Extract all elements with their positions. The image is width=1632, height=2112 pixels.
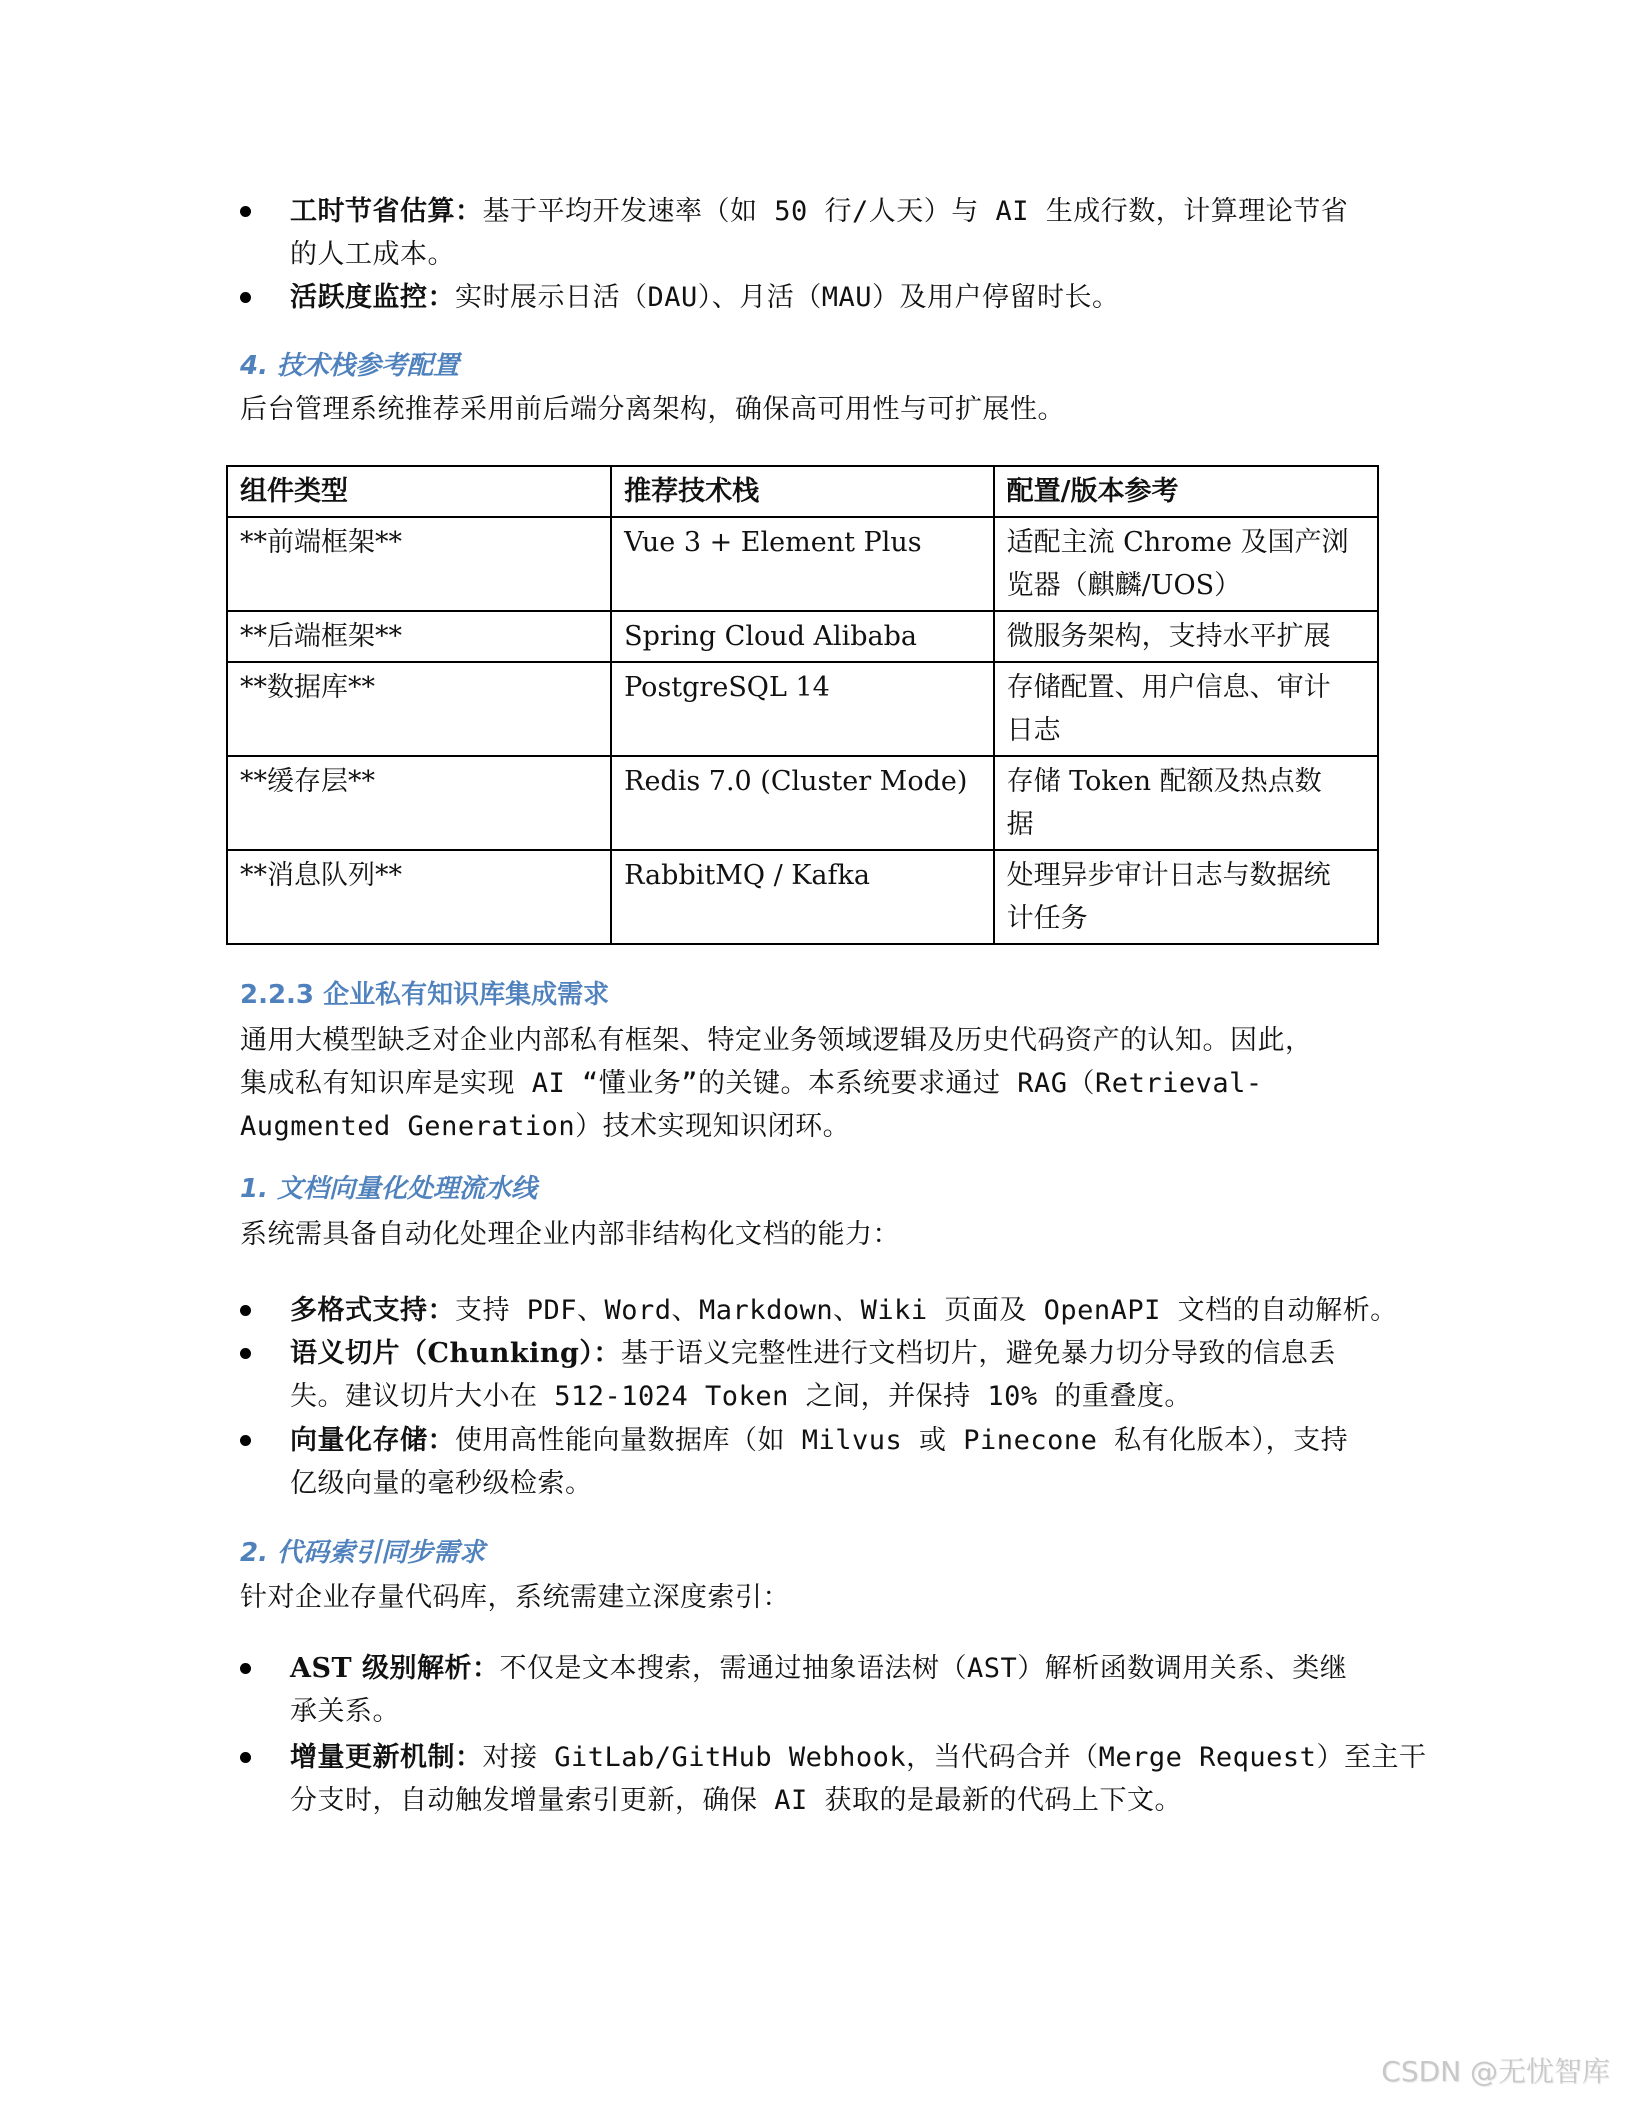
table-cell-config bbox=[994, 611, 1378, 662]
knowledge-base-paragraph-line: Augmented Generation）技术实现知识闭环。 bbox=[240, 1111, 851, 1142]
bullet-icon bbox=[240, 1348, 251, 1359]
bullet-text-continued: 承关系。 bbox=[290, 1696, 400, 1727]
bullet-label: 语义切片（Chunking）： bbox=[290, 1338, 621, 1369]
bullet-label: 增量更新机制： bbox=[290, 1742, 483, 1773]
table-row bbox=[227, 517, 1378, 611]
bullet-text: 基于平均开发速率（如 50 行/人天）与 AI 生成行数，计算理论节省 bbox=[482, 196, 1349, 227]
table-header-cell: 配置/版本参考 bbox=[994, 466, 1378, 517]
bullet-item-multiformat bbox=[290, 1289, 1398, 1332]
table-cell-stack: Redis 7.0 (Cluster Mode) bbox=[611, 756, 993, 850]
bullet-icon bbox=[240, 1663, 251, 1674]
code-index-intro: 针对企业存量代码库，系统需建立深度索引： bbox=[240, 1582, 790, 1613]
config-line: 览器（麒麟/UOS） bbox=[1006, 570, 1242, 601]
table-cell-type: **后端框架** bbox=[227, 611, 611, 662]
bullet-icon bbox=[240, 1305, 251, 1316]
bullet-label: 工时节省估算： bbox=[290, 196, 483, 227]
bullet-text: 实时展示日活（DAU）、月活（MAU）及用户停留时长。 bbox=[455, 282, 1120, 313]
config-line: 存储配置、用户信息、审计 bbox=[1006, 672, 1331, 703]
table-row bbox=[227, 662, 1378, 756]
knowledge-base-paragraph-line: 集成私有知识库是实现 AI “懂业务”的关键。本系统要求通过 RAG（Retrieval- bbox=[240, 1068, 1263, 1099]
table-header-row bbox=[227, 466, 1378, 517]
bullet-label: 活跃度监控： bbox=[290, 282, 455, 313]
tech-stack-heading: 4. 技术栈参考配置 bbox=[240, 351, 460, 381]
bullet-text: 支持 PDF、Word、Markdown、Wiki 页面及 OpenAPI 文档的自动解析。 bbox=[455, 1295, 1398, 1326]
table-cell-config bbox=[994, 517, 1378, 611]
table-row bbox=[227, 850, 1378, 944]
bullet-item-incremental bbox=[290, 1736, 1426, 1779]
bullet-label: 多格式支持： bbox=[290, 1295, 455, 1326]
table-cell-config bbox=[994, 756, 1378, 850]
table-header-cell: 推荐技术栈 bbox=[611, 466, 993, 517]
config-line: 据 bbox=[1006, 809, 1034, 840]
doc-pipeline-intro: 系统需具备自动化处理企业内部非结构化文档的能力： bbox=[240, 1219, 900, 1250]
table-cell-type: **数据库** bbox=[227, 662, 611, 756]
bullet-text-continued: 失。建议切片大小在 512-1024 Token 之间，并保持 10% 的重叠度。 bbox=[290, 1381, 1192, 1412]
knowledge-base-heading: 2.2.3 企业私有知识库集成需求 bbox=[240, 980, 610, 1010]
table-cell-config bbox=[994, 850, 1378, 944]
bullet-item-activity bbox=[290, 276, 1120, 319]
bullet-icon bbox=[240, 1752, 251, 1763]
bullet-text-continued: 亿级向量的毫秒级检索。 bbox=[290, 1468, 593, 1499]
tech-stack-intro: 后台管理系统推荐采用前后端分离架构，确保高可用性与可扩展性。 bbox=[240, 394, 1065, 425]
bullet-item-chunking bbox=[290, 1332, 1336, 1375]
table-cell-stack: PostgreSQL 14 bbox=[611, 662, 993, 756]
bullet-text: 使用高性能向量数据库（如 Milvus 或 Pinecone 私有化版本），支持 bbox=[455, 1425, 1349, 1456]
bullet-text: 基于语义完整性进行文档切片，避免暴力切分导致的信息丢 bbox=[620, 1338, 1336, 1369]
bullet-text-continued: 分支时，自动触发增量索引更新，确保 AI 获取的是最新的代码上下文。 bbox=[290, 1785, 1183, 1816]
table-cell-stack: Spring Cloud Alibaba bbox=[611, 611, 993, 662]
table-cell-type: **消息队列** bbox=[227, 850, 611, 944]
table-cell-stack: Vue 3 + Element Plus bbox=[611, 517, 993, 611]
doc-pipeline-heading: 1. 文档向量化处理流水线 bbox=[240, 1174, 538, 1204]
bullet-icon bbox=[240, 292, 251, 303]
bullet-icon bbox=[240, 1435, 251, 1446]
knowledge-base-paragraph-line: 通用大模型缺乏对企业内部私有框架、特定业务领域逻辑及历史代码资产的认知。因此， bbox=[240, 1025, 1313, 1056]
table-row bbox=[227, 611, 1378, 662]
code-index-heading: 2. 代码索引同步需求 bbox=[240, 1538, 486, 1568]
table-cell-stack: RabbitMQ / Kafka bbox=[611, 850, 993, 944]
bullet-label: AST 级别解析： bbox=[290, 1653, 500, 1684]
tech-stack-table bbox=[226, 465, 1379, 945]
config-line: 计任务 bbox=[1006, 903, 1088, 934]
bullet-item-work-hours bbox=[290, 190, 1348, 233]
bullet-item-vector-storage bbox=[290, 1419, 1348, 1462]
table-row bbox=[227, 756, 1378, 850]
bullet-item-ast bbox=[290, 1647, 1347, 1690]
config-line: 处理异步审计日志与数据统 bbox=[1006, 860, 1331, 891]
bullet-icon bbox=[240, 206, 251, 217]
bullet-text: 对接 GitLab/GitHub Webhook，当代码合并（Merge Request）至主干 bbox=[482, 1742, 1427, 1773]
table-cell-type: **缓存层** bbox=[227, 756, 611, 850]
table-cell-type: **前端框架** bbox=[227, 517, 611, 611]
bullet-label: 向量化存储： bbox=[290, 1425, 455, 1456]
bullet-text-continued: 的人工成本。 bbox=[290, 239, 455, 270]
bullet-text: 不仅是文本搜索，需通过抽象语法树（AST）解析函数调用关系、类继 bbox=[499, 1653, 1348, 1684]
config-line: 存储 Token 配额及热点数 bbox=[1006, 766, 1322, 797]
config-line: 日志 bbox=[1006, 715, 1061, 746]
config-line: 微服务架构，支持水平扩展 bbox=[1006, 621, 1331, 652]
table-cell-config bbox=[994, 662, 1378, 756]
table-header-cell: 组件类型 bbox=[227, 466, 611, 517]
csdn-watermark: CSDN @无忧智库 bbox=[1381, 2055, 1610, 2088]
config-line: 适配主流 Chrome 及国产浏 bbox=[1006, 527, 1349, 558]
